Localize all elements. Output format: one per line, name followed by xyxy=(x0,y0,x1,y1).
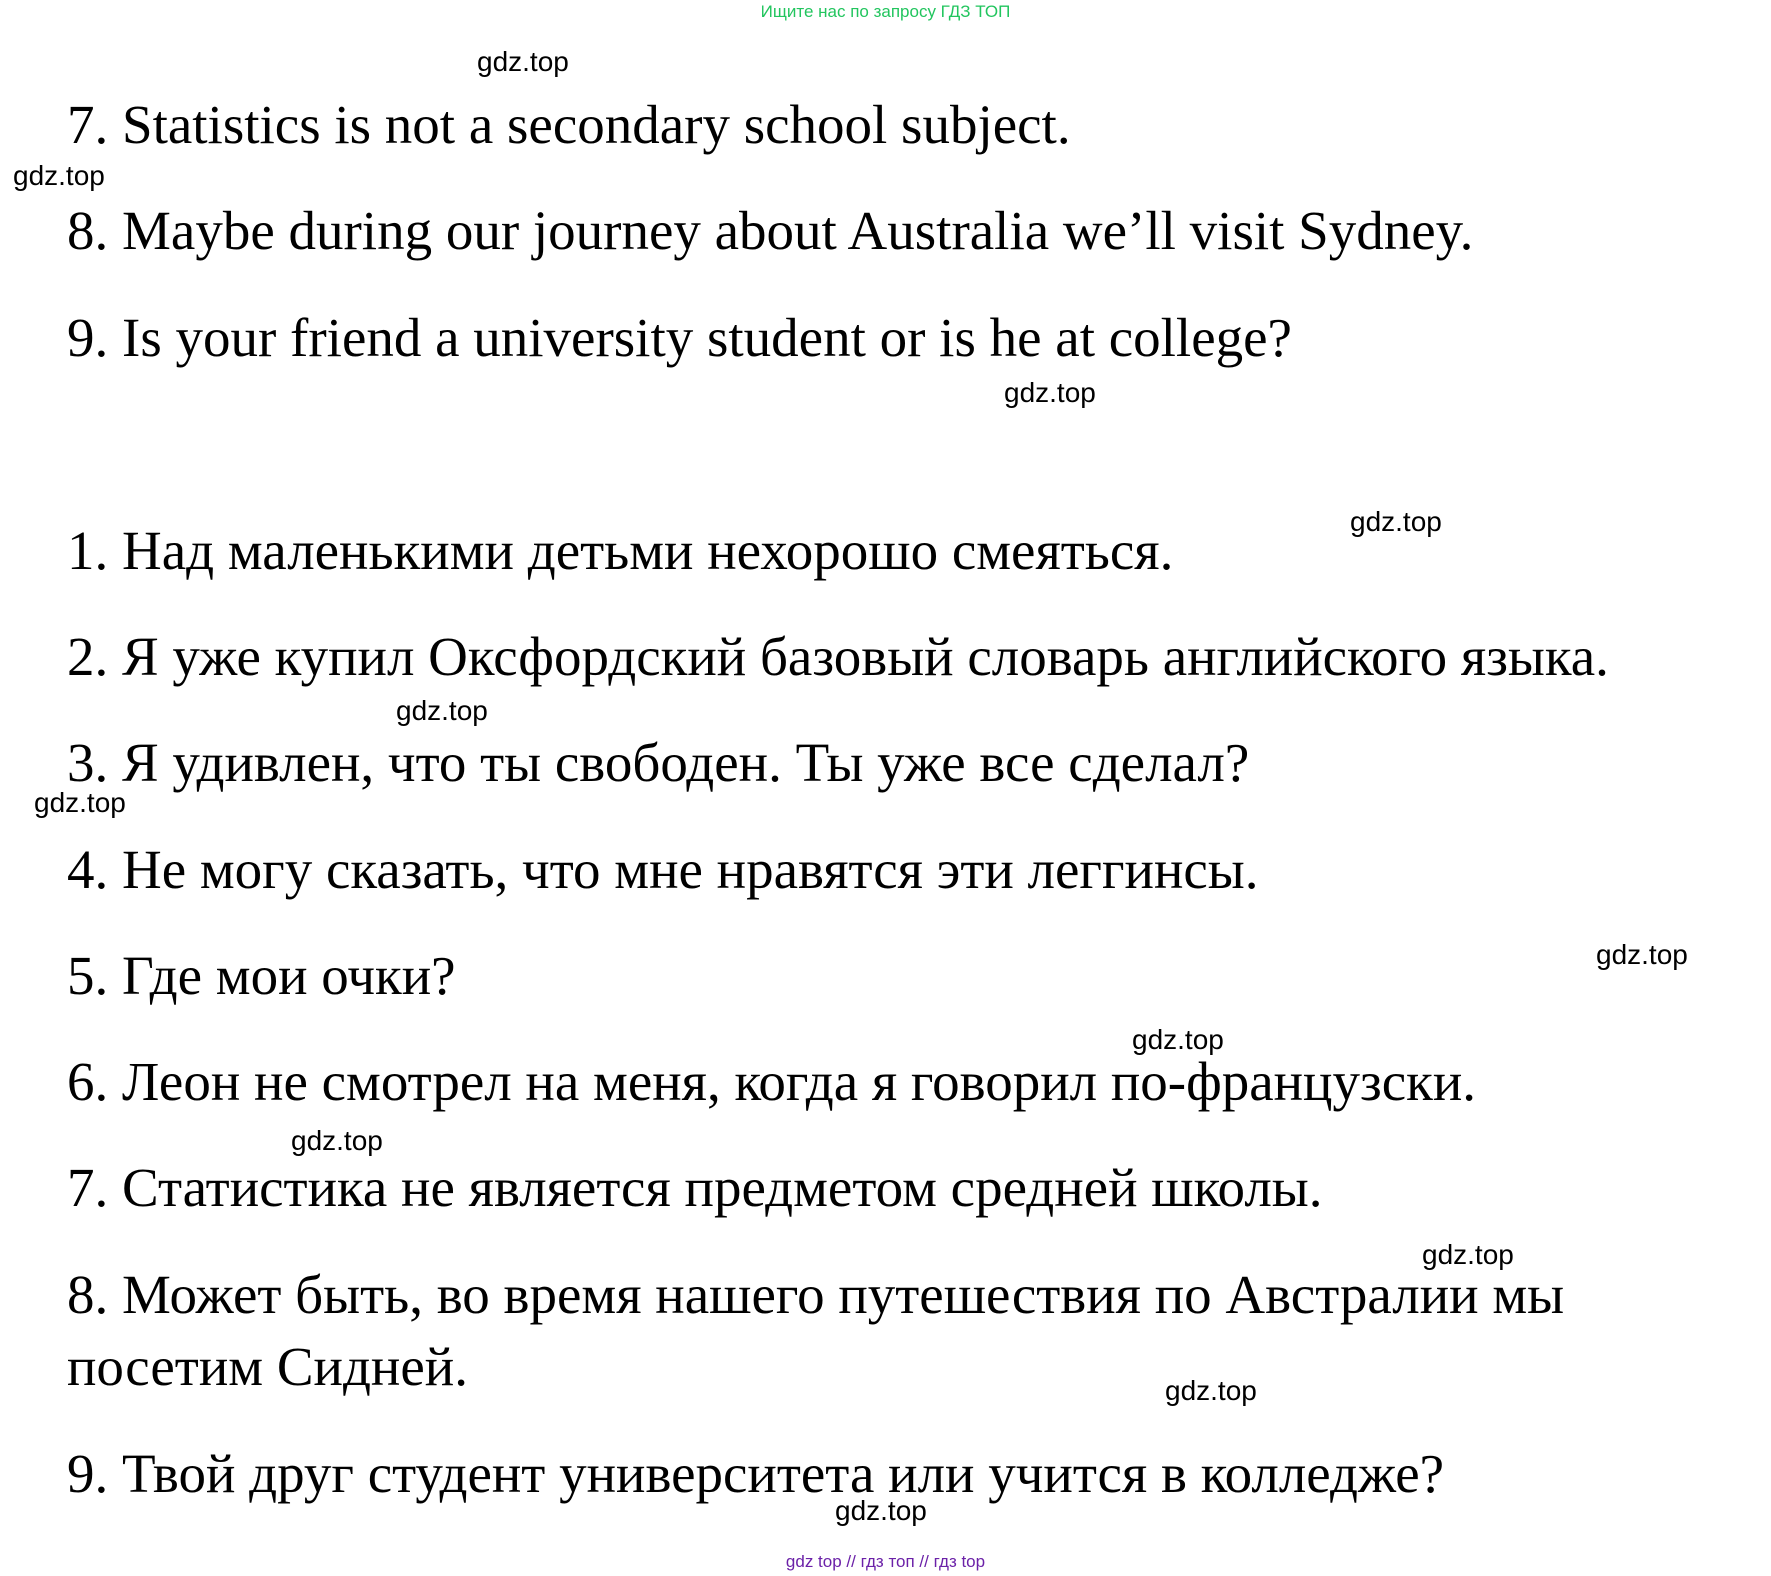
watermark: gdz.top xyxy=(1165,1375,1257,1406)
russian-sentence-6: 6. Леон не смотрел на меня, когда я говорил по-французски. xyxy=(67,1051,1477,1112)
footer-watermark: gdz top // гдз топ // гдз top xyxy=(785,1552,986,1571)
russian-sentence-9: 9. Твой друг студент университета или учится в колледже? xyxy=(67,1443,1445,1504)
watermark: gdz.top xyxy=(835,1495,927,1526)
russian-sentence-4: 4. Не могу сказать, что мне нравятся эти леггинсы. xyxy=(67,839,1259,900)
russian-sentence-5: 5. Где мои очки? xyxy=(67,945,456,1006)
watermark: gdz.top xyxy=(13,160,105,191)
russian-sentence-1: 1. Над маленькими детьми нехорошо смеяться. xyxy=(67,520,1174,581)
watermark: gdz.top xyxy=(1132,1024,1224,1055)
watermark: gdz.top xyxy=(1350,506,1442,537)
watermark: gdz.top xyxy=(1596,939,1688,970)
english-sentence-9: 9. Is your friend a university student or is he at college? xyxy=(67,307,1292,368)
watermark: gdz.top xyxy=(34,787,126,818)
watermark: gdz.top xyxy=(477,46,569,77)
russian-sentence-7: 7. Статистика не является предметом средней школы. xyxy=(67,1157,1323,1218)
english-sentence-7: 7. Statistics is not a secondary school subject. xyxy=(67,94,1071,155)
english-sentence-8: 8. Maybe during our journey about Australia we’ll visit Sydney. xyxy=(67,200,1474,261)
watermark: gdz.top xyxy=(1004,377,1096,408)
russian-sentence-8-continued: посетим Сидней. xyxy=(67,1336,468,1397)
russian-sentence-3: 3. Я удивлен, что ты свободен. Ты уже все сделал? xyxy=(67,732,1250,793)
watermark: gdz.top xyxy=(291,1125,383,1156)
top-banner: Ищите нас по запросу ГДЗ ТОП xyxy=(760,2,1011,21)
watermark: gdz.top xyxy=(1422,1239,1514,1270)
russian-sentence-2: 2. Я уже купил Оксфордский базовый словарь английского языка. xyxy=(67,626,1609,687)
russian-sentence-8: 8. Может быть, во время нашего путешествия по Австралии мы xyxy=(67,1264,1565,1325)
watermark: gdz.top xyxy=(396,695,488,726)
